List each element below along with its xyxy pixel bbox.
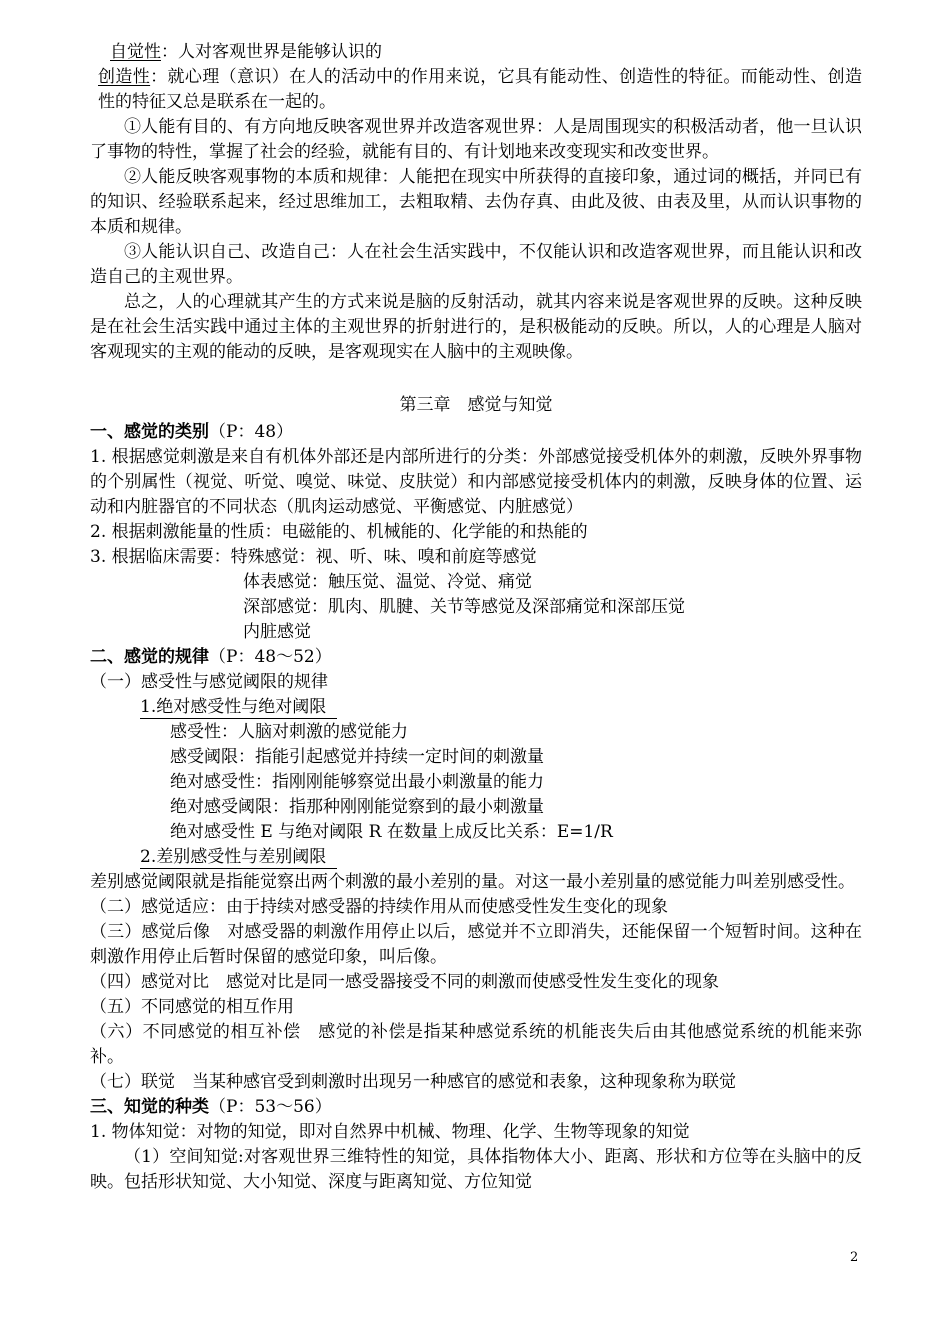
definition-item: 感受阈限：指能引起感觉并持续一定时间的刺激量 bbox=[170, 747, 544, 767]
section-3-item-1: 1. 物体知觉：对物的知觉，即对自然界中机械、物理、化学、生物等现象的知觉 bbox=[90, 1122, 690, 1142]
rule-item: （五）不同感觉的相互作用 bbox=[90, 997, 294, 1017]
chapter-title: 第三章 感觉与知觉 bbox=[399, 395, 553, 415]
term-chuangzaoxing: 创造性 bbox=[98, 67, 151, 87]
section-1-heading: 一、感觉的类别（P：48） bbox=[90, 422, 294, 442]
term-zijuexing: 自觉性 bbox=[110, 42, 161, 62]
definition-item: 绝对感受阈限：指那种刚刚能觉察到的最小刺激量 bbox=[170, 797, 544, 817]
section-1-item-1: 1. 根据感觉刺激是来自有机体外部还是内部所进行的分类：外部感觉接受机体外的刺激，反映外界事物的个别属性（视觉、听觉、嗅觉、味觉、皮肤觉）和内部感觉接受机体内的刺激，反映身体的位置、运动和内脏器官的不同状态（肌肉运动感觉、平衡感觉、内脏感觉） bbox=[90, 447, 862, 517]
intro-line-2: 创造性：就心理（意识）在人的活动中的作用来说，它具有能动性、创造性的特征。而能动性、创造性的特征又总是联系在一起的。 bbox=[98, 67, 863, 112]
rule-item: （三）感觉后像 对感受器的刺激作用停止以后，感觉并不立即消失，还能保留一个短暂时间。这种在刺激作用停止后暂时保留的感觉印象，叫后像。 bbox=[90, 922, 862, 967]
document-page bbox=[90, 40, 862, 1195]
subsection-1-1: 1.绝对感受性与绝对阈限 bbox=[90, 695, 862, 720]
intro-paragraph-3: ③人能认识自己、改造自己：人在社会生活实践中，不仅能认识和改造客观世界，而且能认识和改造自己的主观世界。 bbox=[90, 242, 862, 287]
section-2-heading: 二、感觉的规律（P：48～52） bbox=[90, 647, 332, 667]
section-3-heading: 三、知觉的种类（P：53～56） bbox=[90, 1097, 332, 1117]
subsection-1-2: 2.差别感受性与差别阈限 bbox=[90, 845, 862, 870]
subsection-1: （一）感受性与感觉阈限的规律 bbox=[90, 672, 328, 692]
rule-item: （七）联觉 当某种感官受到刺激时出现另一种感官的感觉和表象，这种现象称为联觉 bbox=[90, 1072, 736, 1092]
clinical-item: 体表感觉：触压觉、温觉、冷觉、痛觉 bbox=[243, 572, 532, 592]
rule-item: （六）不同感觉的相互补偿 感觉的补偿是指某种感觉系统的机能丧失后由其他感觉系统的机能来弥补。 bbox=[90, 1022, 862, 1067]
definition-item: 绝对感受性 E 与绝对阈限 R 在数量上成反比关系：E=1/R bbox=[170, 822, 613, 842]
rule-item: （四）感觉对比 感觉对比是同一感受器接受不同的刺激而使感受性发生变化的现象 bbox=[90, 972, 719, 992]
page-number: 2 bbox=[850, 1250, 859, 1265]
intro-line-1: 自觉性：人对客观世界是能够认识的 bbox=[110, 42, 382, 62]
clinical-item: 深部感觉：肌肉、肌腱、关节等感觉及深部痛觉和深部压觉 bbox=[243, 597, 685, 617]
section-3-item-1-1: （1）空间知觉:对客观世界三维特性的知觉，具体指物体大小、距离、形状和方位等在头脑中的反映。包括形状知觉、大小知觉、深度与距离知觉、方位知觉 bbox=[90, 1147, 862, 1192]
intro-paragraph-1: ①人能有目的、有方向地反映客观世界并改造客观世界：人是周围现实的积极活动者，他一旦认识了事物的特性，掌握了社会的经验，就能有目的、有计划地来改变现实和改变世界。 bbox=[90, 117, 862, 162]
section-1-item-3: 3. 根据临床需要：特殊感觉：视、听、味、嗅和前庭等感觉 bbox=[90, 547, 537, 567]
definition-item: 感受性：人脑对刺激的感觉能力 bbox=[170, 722, 408, 742]
clinical-item: 内脏感觉 bbox=[243, 622, 311, 642]
definition-item: 绝对感受性：指刚刚能够察觉出最小刺激量的能力 bbox=[170, 772, 544, 792]
section-1-item-2: 2. 根据刺激能量的性质：电磁能的、机械能的、化学能的和热能的 bbox=[90, 522, 588, 542]
difference-threshold-text: 差别感觉阈限就是指能觉察出两个刺激的最小差别的量。对这一最小差别量的感觉能力叫差别感受性。 bbox=[90, 872, 855, 892]
rule-item: （二）感觉适应：由于持续对感受器的持续作用从而使感受性发生变化的现象 bbox=[90, 897, 668, 917]
intro-paragraph-2: ②人能反映客观事物的本质和规律：人能把在现实中所获得的直接印象，通过词的概括，并同已有的知识、经验联系起来，经过思维加工，去粗取精、去伪存真、由此及彼、由表及里，从而认识事物的本质和规律。 bbox=[90, 167, 862, 237]
intro-summary: 总之，人的心理就其产生的方式来说是脑的反射活动，就其内容来说是客观世界的反映。这种反映是在社会生活实践中通过主体的主观世界的折射进行的，是积极能动的反映。所以，人的心理是人脑对客观现实的主观的能动的反映，是客观现实在人脑中的主观映像。 bbox=[90, 292, 862, 362]
